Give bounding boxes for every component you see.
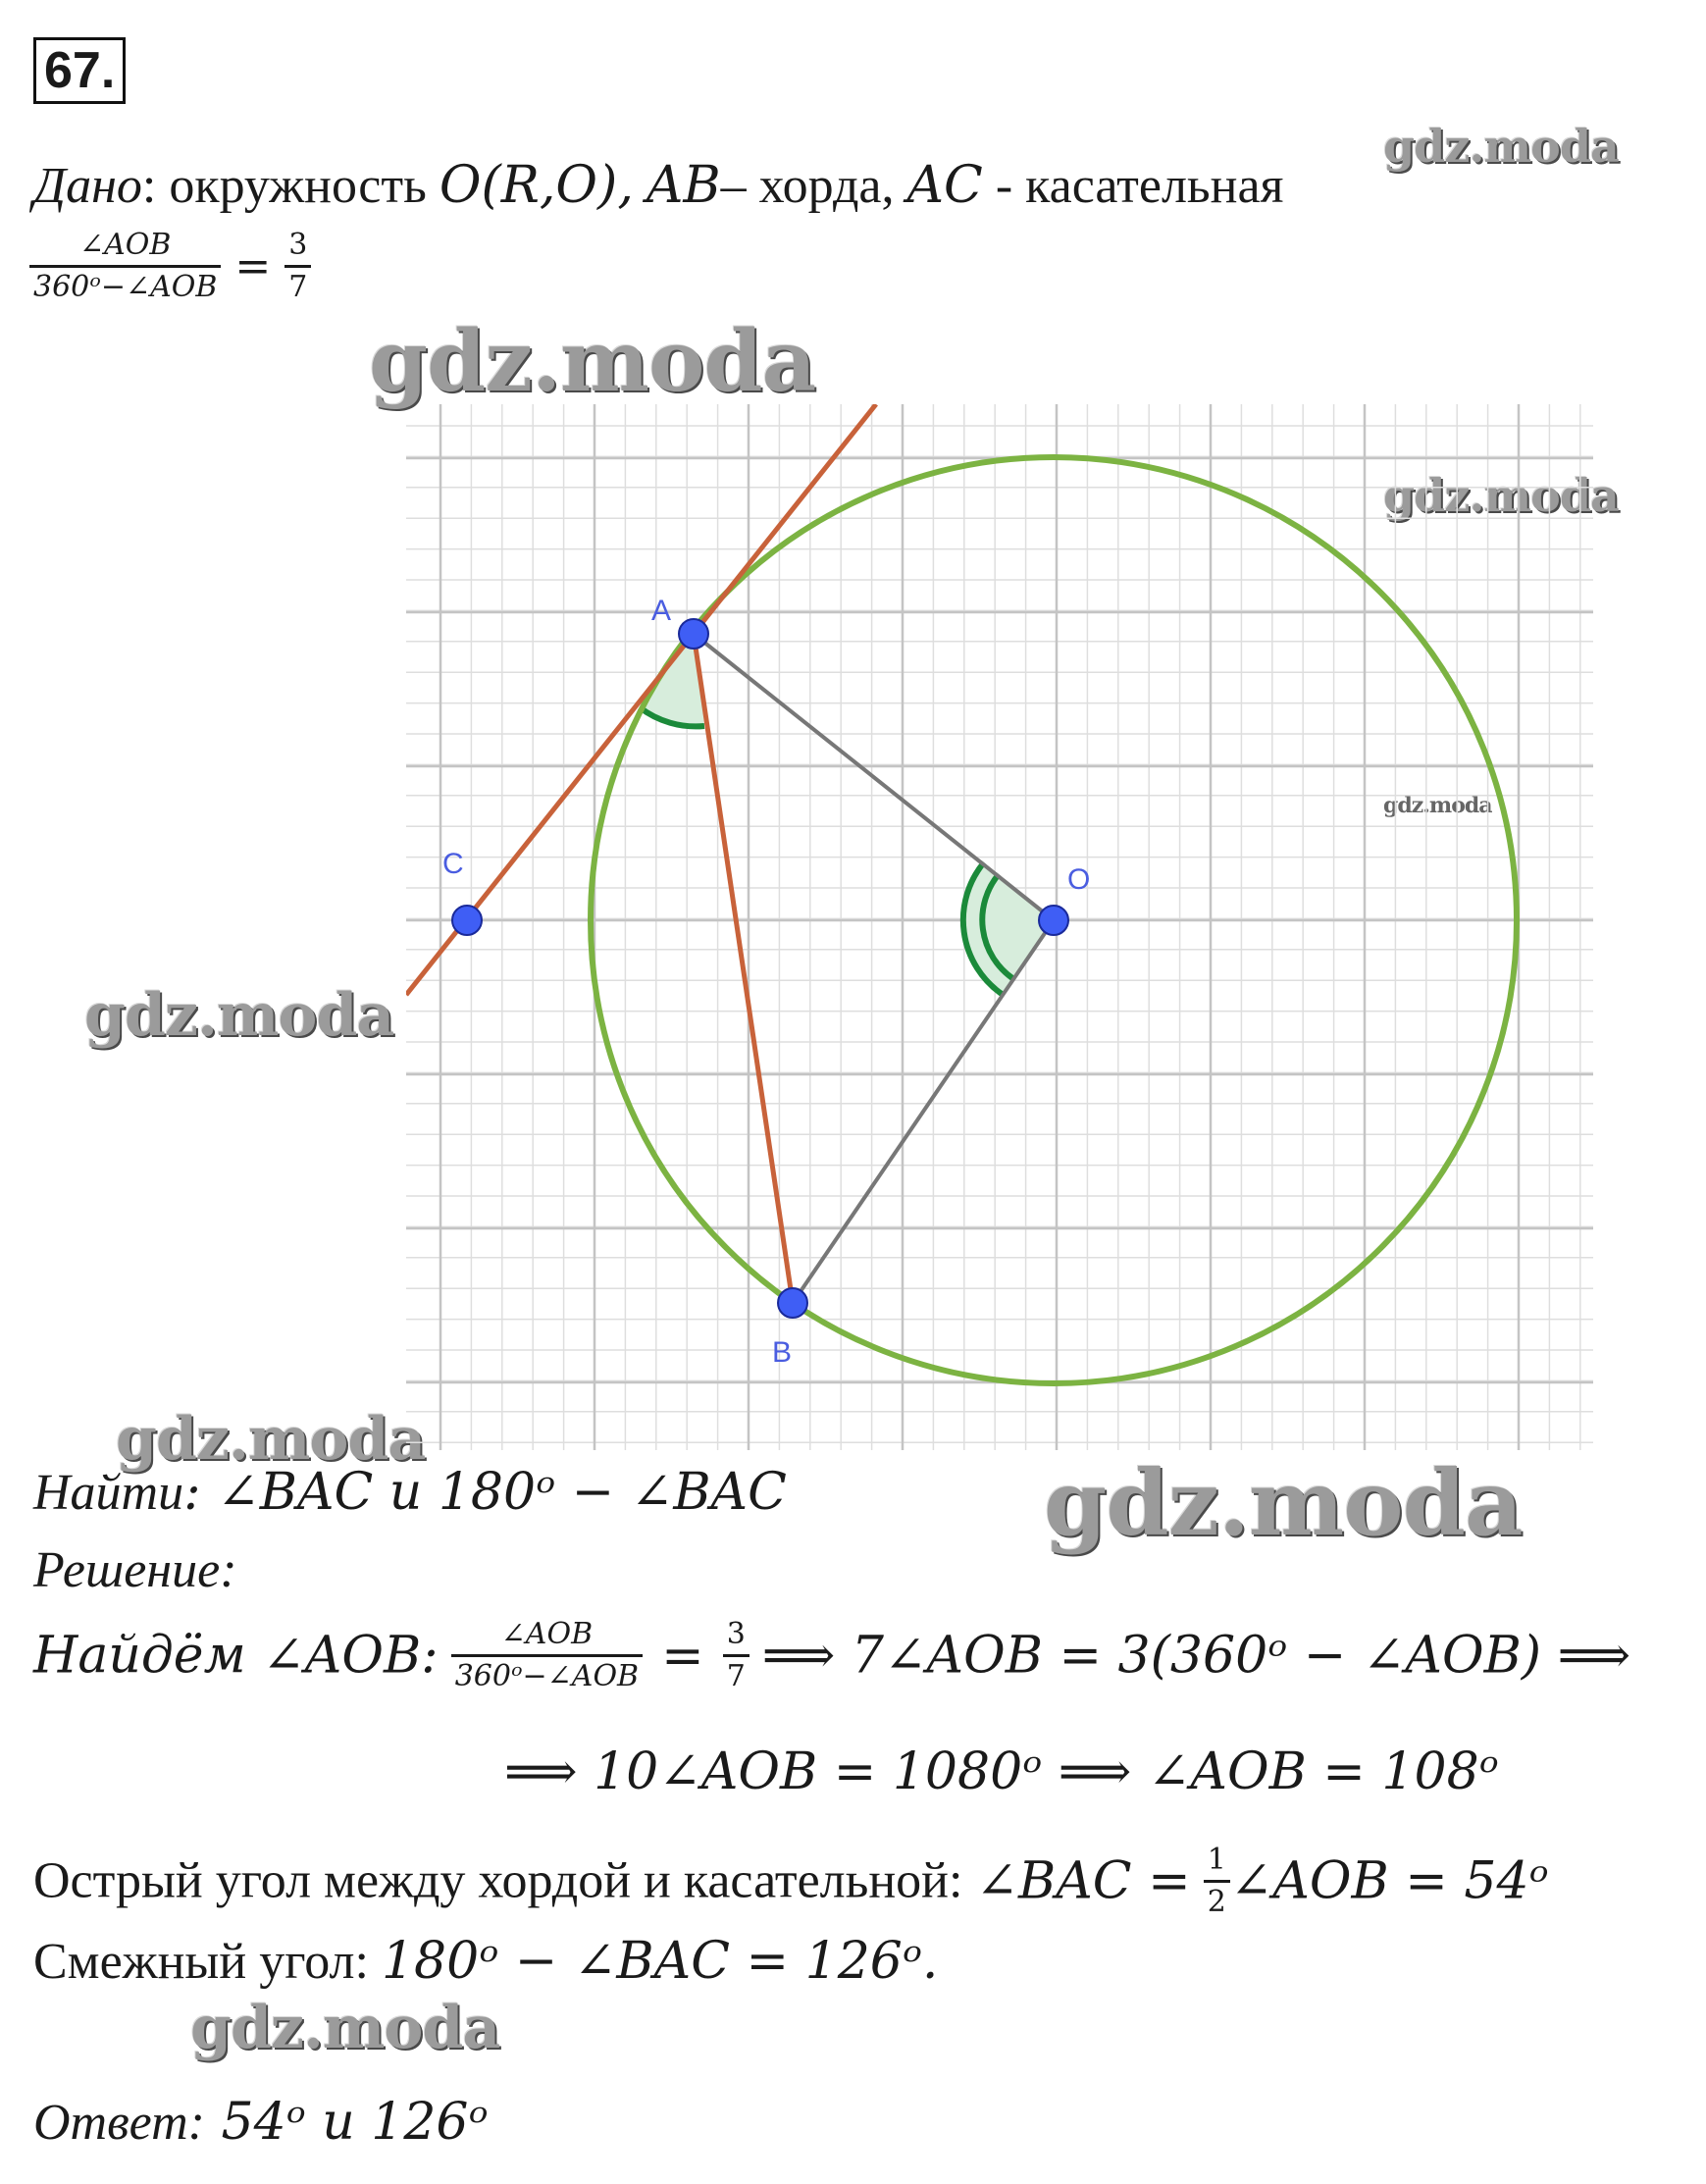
label-c: C <box>442 848 464 880</box>
radius-ob <box>793 920 1054 1303</box>
label-o: O <box>1067 863 1091 896</box>
step3-half-numerator: 1 <box>1204 1841 1230 1883</box>
solution-step-4 <box>33 1931 938 1993</box>
given-text: - касательная <box>982 158 1284 214</box>
solution-step-1 <box>33 1615 1630 1696</box>
step1-fraction <box>451 1615 643 1696</box>
step4-text: Смежный угол: <box>33 1934 382 1990</box>
step3-half <box>1204 1841 1230 1922</box>
watermark: gdz.moda <box>116 1405 426 1474</box>
given-line <box>33 155 1283 217</box>
watermark: gdz.moda <box>1044 1450 1523 1556</box>
watermark: gdz.moda <box>1383 120 1619 173</box>
solution-label: Решение <box>33 1542 221 1598</box>
ratio-value <box>284 226 311 307</box>
chord-name: AB <box>646 156 721 215</box>
tangent-line <box>406 404 876 995</box>
point-b <box>778 1288 807 1318</box>
watermark: gdz.moda <box>190 1994 500 2062</box>
solution-step-3 <box>33 1841 1549 1922</box>
step1-equals: = <box>661 1626 704 1686</box>
ratio-value-numerator: 3 <box>284 226 311 268</box>
given-label: Дано <box>33 158 142 214</box>
watermark: gdz.moda <box>84 981 394 1050</box>
label-b: B <box>772 1336 793 1369</box>
point-a <box>679 619 708 649</box>
geometry-figure <box>406 404 1593 1464</box>
find-label: Найти <box>33 1465 184 1521</box>
ratio-equals: = <box>234 241 272 291</box>
solution-colon: : <box>220 1542 237 1598</box>
answer-text: 54ᵒ и 126ᵒ <box>204 2093 489 2152</box>
watermark: gdz.moda <box>1383 793 1492 818</box>
solution-step-2: ⟹ 10∠AOB = 1080ᵒ ⟹ ∠AOB = 108ᵒ <box>504 1742 1499 1801</box>
label-a: A <box>651 595 672 627</box>
point-c <box>452 906 482 935</box>
step1-value-denominator: 7 <box>726 1659 746 1693</box>
answer-line <box>33 2092 489 2154</box>
tangent-name: AC <box>906 156 983 215</box>
step1-value-numerator: 3 <box>723 1615 750 1657</box>
answer-label: Ответ: <box>33 2095 205 2151</box>
step3-half-denominator: 2 <box>1207 1885 1226 1919</box>
step3-rhs: ∠AOB = 54ᵒ <box>1229 1851 1549 1911</box>
given-ratio <box>29 226 311 307</box>
given-text: : окружность <box>141 158 439 214</box>
find-line <box>33 1462 787 1524</box>
step1-fraction-denominator: 360ᵒ−∠AOB <box>454 1659 640 1693</box>
step3-lhs: ∠BAC = <box>975 1851 1191 1911</box>
given-text: – хорда, <box>720 158 907 214</box>
step1-value <box>723 1615 750 1696</box>
step4-math: 180ᵒ − ∠BAC = 126ᵒ. <box>381 1932 939 1991</box>
solution-line <box>33 1540 237 1601</box>
step1-prefix: Найдём ∠AOB: <box>33 1626 439 1686</box>
ratio-value-denominator: 7 <box>288 270 308 304</box>
watermark: gdz.moda <box>369 312 816 411</box>
watermark: gdz.moda <box>1383 469 1619 522</box>
step1-rest: ⟹ 7∠AOB = 3(360ᵒ − ∠AOB) ⟹ <box>761 1626 1631 1686</box>
find-text: : ∠BAC и 180ᵒ − ∠BAC <box>183 1463 787 1522</box>
step3-text: Острый угол между хордой и касательной: <box>33 1852 976 1909</box>
point-o <box>1039 906 1068 935</box>
step1-fraction-numerator: ∠AOB <box>451 1615 643 1657</box>
problem-number: 67. <box>33 37 126 104</box>
circle-notation: O(R,O), <box>439 156 634 215</box>
ratio-fraction <box>29 226 221 307</box>
ratio-numerator: ∠AOB <box>29 226 221 268</box>
ratio-denominator: 360ᵒ−∠AOB <box>33 270 218 304</box>
